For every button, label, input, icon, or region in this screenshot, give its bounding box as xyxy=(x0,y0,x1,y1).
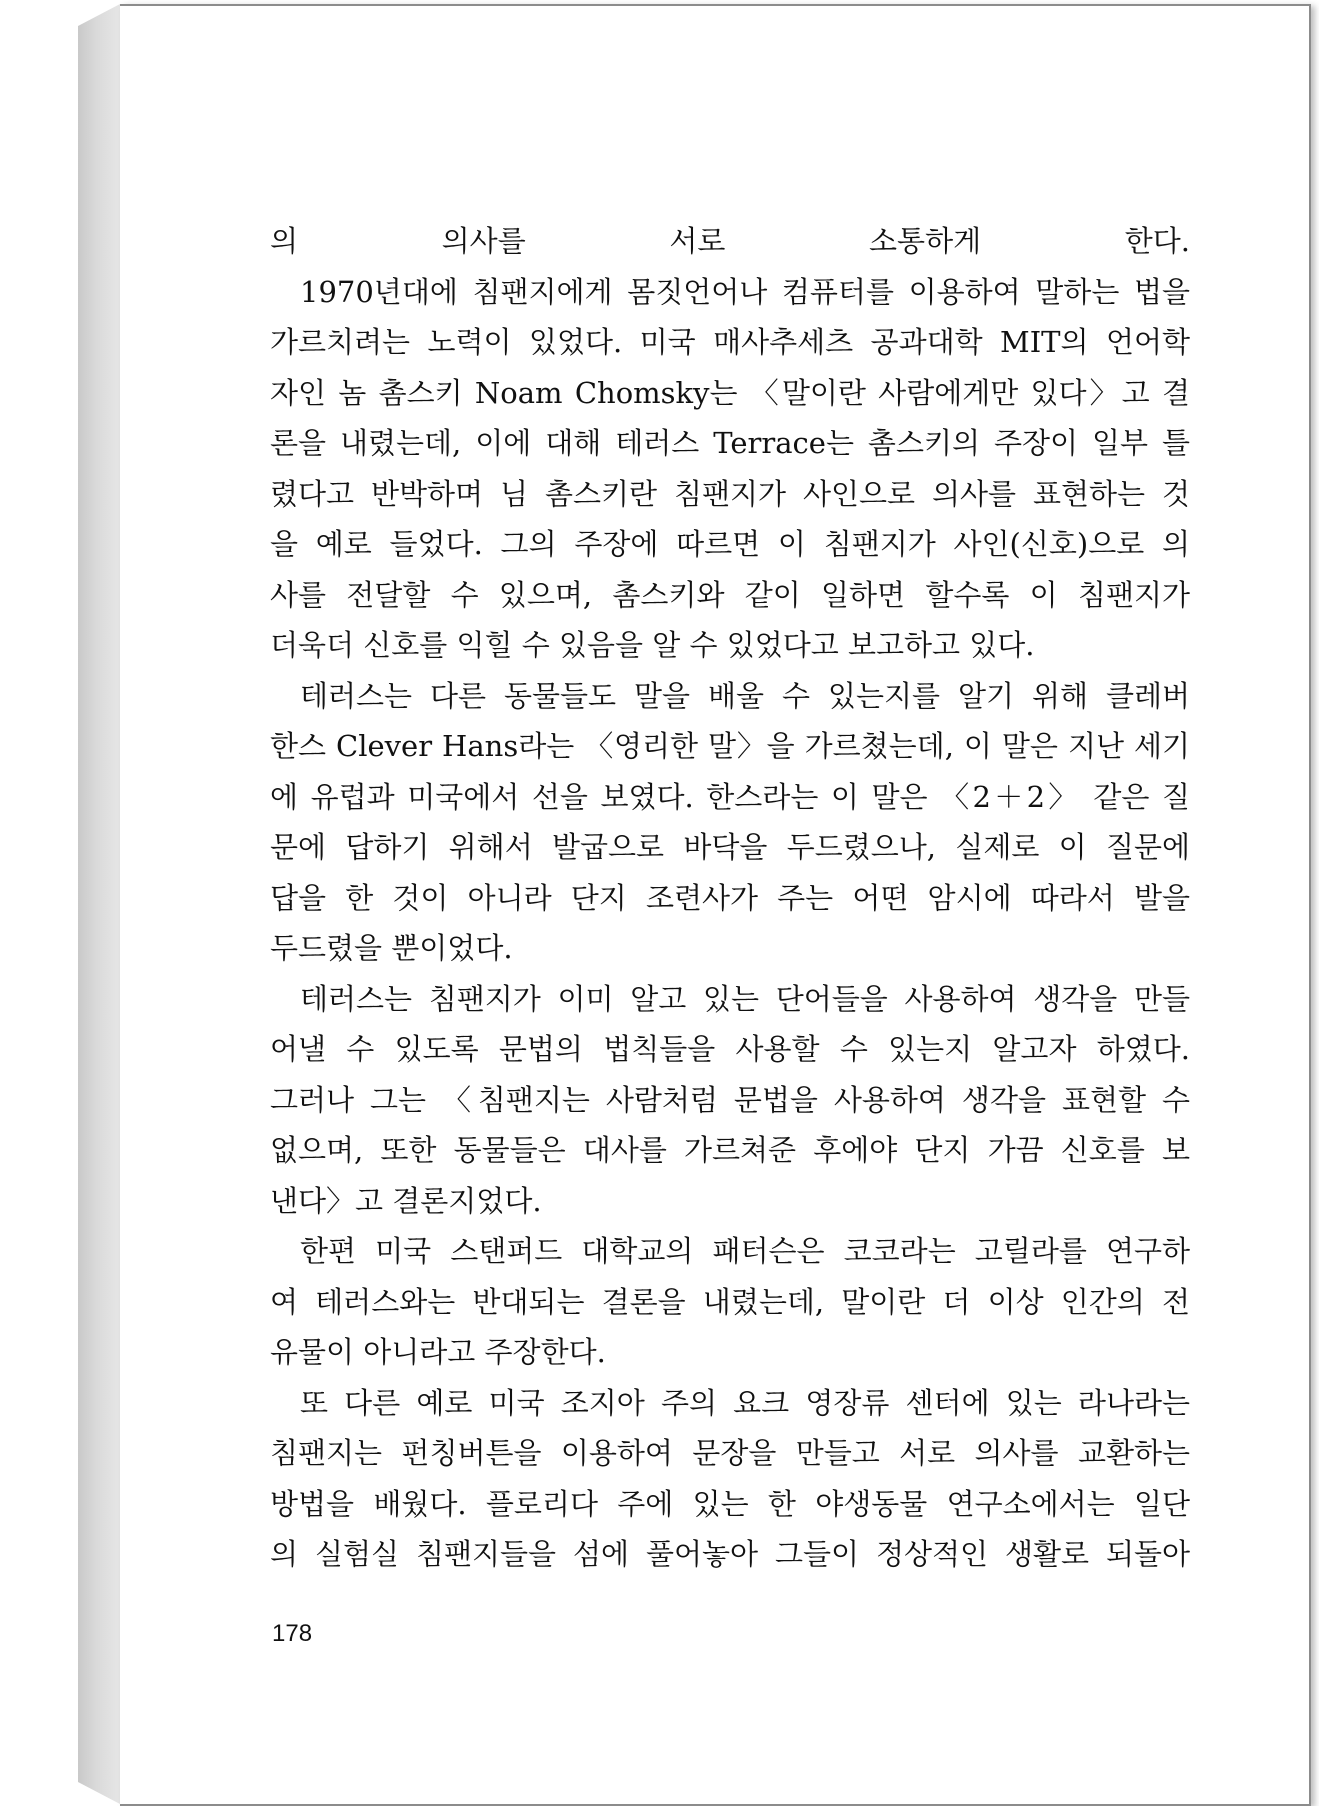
text-line: 에 유럽과 미국에서 선을 보였다. 한스라는 이 말은 〈2＋2〉 같은 질 xyxy=(270,779,1190,814)
text-line: 한편 미국 스탠퍼드 대학교의 패터슨은 코코라는 고릴라를 연구하 xyxy=(300,1234,1190,1268)
text-line: 문에 답하기 위해서 발굽으로 바닥을 두드렸으나, 실제로 이 질문에 xyxy=(270,830,1190,864)
text-line: 유물이 아니라고 주장한다. xyxy=(270,1335,606,1369)
text-line: 을 예로 들었다. 그의 주장에 따르면 이 침팬지가 사인(신호)으로 의 xyxy=(270,527,1190,561)
text-line: 1970년대에 침팬지에게 몸짓언어나 컴퓨터를 이용하여 말하는 법을 xyxy=(300,274,1190,309)
text-line: 그러나 그는 〈침팬지는 사람처럼 문법을 사용하여 생각을 표현할 수 xyxy=(270,1082,1190,1117)
text-line: 한스 Clever Hans라는 〈영리한 말〉을 가르쳤는데, 이 말은 지난 세기 xyxy=(270,729,1190,763)
text-line: 방법을 배웠다. 플로리다 주에 있는 한 야생동물 연구소에서는 일단 xyxy=(270,1486,1190,1521)
text-line: 더욱더 신호를 익힐 수 있음을 알 수 있었다고 보고하고 있다. xyxy=(270,628,1035,662)
text-line: 렸다고 반박하며 님 촘스키란 침팬지가 사인으로 의사를 표현하는 것 xyxy=(270,476,1190,511)
page-number: 178 xyxy=(272,1620,313,1647)
text-line: 의 실험실 침팬지들을 섬에 풀어놓아 그들이 정상적인 생활로 되돌아 xyxy=(270,1537,1190,1571)
text-line: 자인 놈 촘스키 Noam Chomsky는 〈말이란 사람에게만 있다〉고 결 xyxy=(270,375,1190,410)
text-line: 또 다른 예로 미국 조지아 주의 요크 영장류 센터에 있는 라나라는 xyxy=(300,1385,1190,1420)
text-line: 의 의사를 서로 소통하게 한다. xyxy=(270,224,1190,258)
book-page xyxy=(120,4,1311,1806)
book-spine xyxy=(78,4,120,1804)
text-line: 여 테러스와는 반대되는 결론을 내렸는데, 말이란 더 이상 인간의 전 xyxy=(270,1284,1190,1319)
text-line: 론을 내렸는데, 이에 대해 테러스 Terrace는 촘스키의 주장이 일부 틀 xyxy=(270,426,1190,460)
text-line: 어낼 수 있도록 문법의 법칙들을 사용할 수 있는지 알고자 하였다. xyxy=(270,1032,1190,1066)
text-line: 두드렸을 뿐이었다. xyxy=(270,931,513,965)
text-line: 가르치려는 노력이 있었다. 미국 매사추세츠 공과대학 MIT의 언어학 xyxy=(270,325,1190,359)
text-line: 테러스는 다른 동물들도 말을 배울 수 있는지를 알기 위해 클레버 xyxy=(300,678,1190,713)
text-line: 없으며, 또한 동물들은 대사를 가르쳐준 후에야 단지 가끔 신호를 보 xyxy=(270,1133,1190,1167)
body-text xyxy=(270,216,1190,1580)
text-line: 테러스는 침팬지가 이미 알고 있는 단어들을 사용하여 생각을 만들 xyxy=(300,981,1190,1016)
text-line: 낸다〉고 결론지었다. xyxy=(270,1183,542,1218)
text-line: 사를 전달할 수 있으며, 촘스키와 같이 일하면 할수록 이 침팬지가 xyxy=(270,577,1190,612)
text-line: 답을 한 것이 아니라 단지 조련사가 주는 어떤 암시에 따라서 발을 xyxy=(270,880,1190,915)
text-line: 침팬지는 펀칭버튼을 이용하여 문장을 만들고 서로 의사를 교환하는 xyxy=(270,1436,1190,1470)
